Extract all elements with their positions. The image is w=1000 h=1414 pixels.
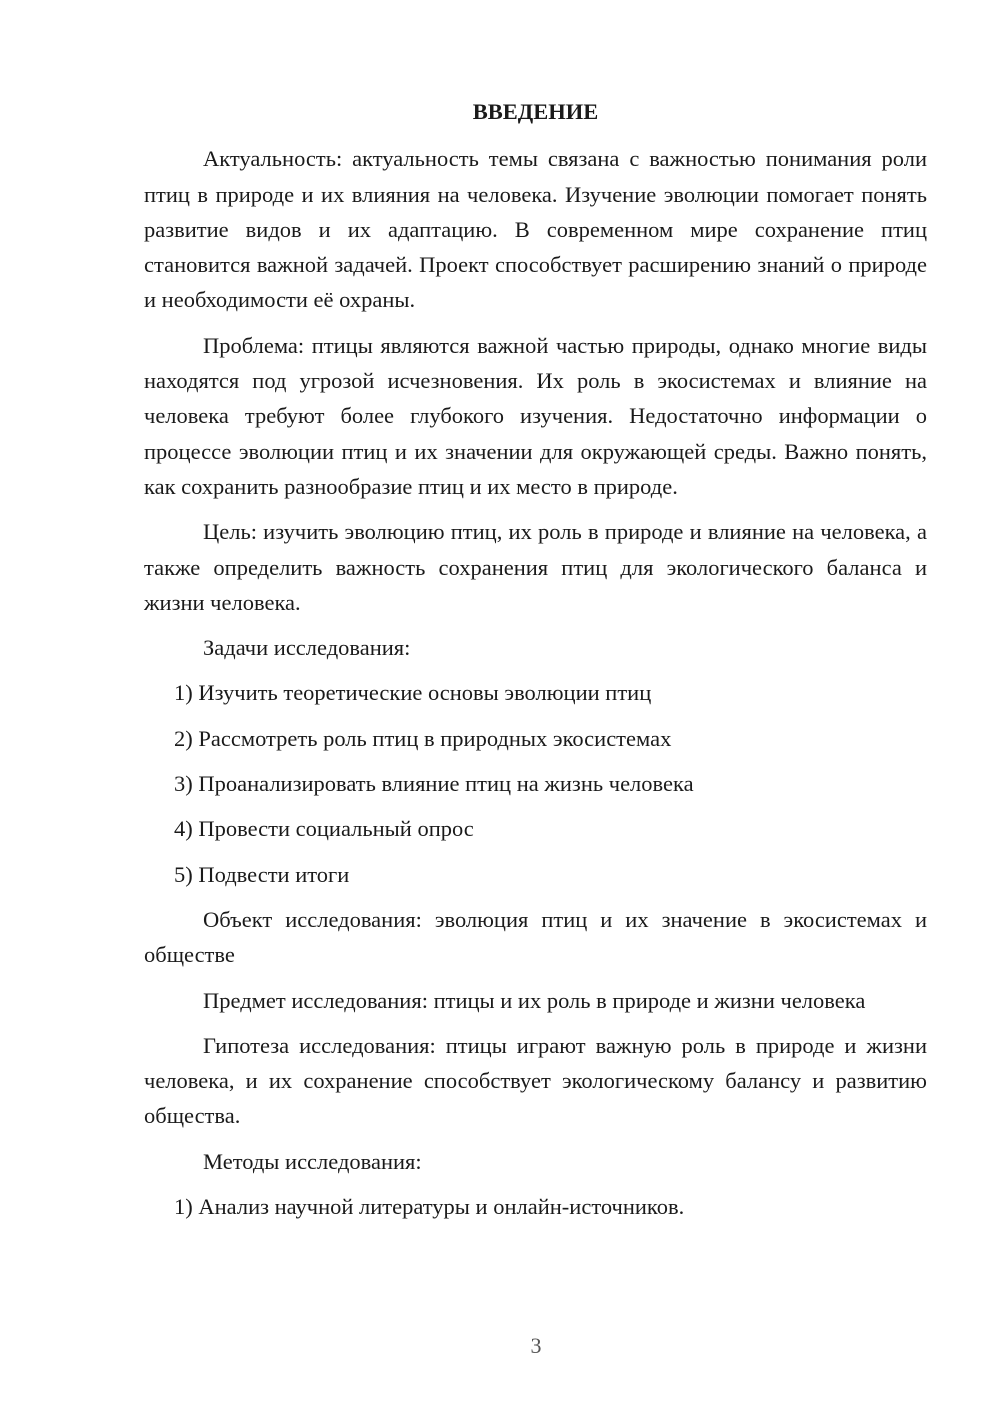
method-item-1: 1) Анализ научной литературы и онлайн-источников. [174,1194,685,1220]
problem-paragraph: Проблема: птицы являются важной частью природы, однако многие виды находятся под угрозой исчезновения. Их роль в экосистемах и влияние на человека требуют более глубокого изучения. Недостаточно информации о процессе эволюции птиц и их значении для окружающей среды. Важно понять, как сохранить разнообразие птиц и их место в природе. [144,332,927,499]
goal-paragraph: Цель: изучить эволюцию птиц, их роль в природе и влияние на человека, а также определить важность сохранения птиц для экологического баланса и жизни человека. [144,519,927,615]
methods-heading: Методы исследования: [203,1148,422,1174]
task-item-2: 2) Рассмотреть роль птиц в природных экосистемах [174,725,672,751]
hypothesis-paragraph: Гипотеза исследования: птицы играют важную роль в природе и жизни человека, и их сохранение способствует экологическому балансу и развитию общества. [144,1032,927,1129]
tasks-heading: Задачи исследования: [203,635,411,661]
task-item-5: 5) Подвести итоги [174,861,350,887]
task-item-1: 1) Изучить теоретические основы эволюции птиц [174,680,652,706]
task-item-3: 3) Проанализировать влияние птиц на жизнь человека [174,771,694,797]
page-number: 3 [530,1333,542,1358]
subject-paragraph: Предмет исследования: птицы и их роль в природе и жизни человека [203,987,866,1013]
relevance-paragraph: Актуальность: актуальность темы связана с важностью понимания роли птиц в природе и их влияния на человека. Изучение эволюции помогает понять развитие видов и их адаптацию. В современном мире сохранение птиц становится важной задачей. Проект способствует расширению знаний о природе и необходимости её охраны. [144,146,927,313]
object-paragraph: Объект исследования: эволюция птиц и их значение в экосистемах и обществе [144,906,927,968]
document-page [144,94,927,1234]
task-item-4: 4) Провести социальный опрос [174,816,474,842]
page-title: ВВЕДЕНИЕ [472,99,599,124]
